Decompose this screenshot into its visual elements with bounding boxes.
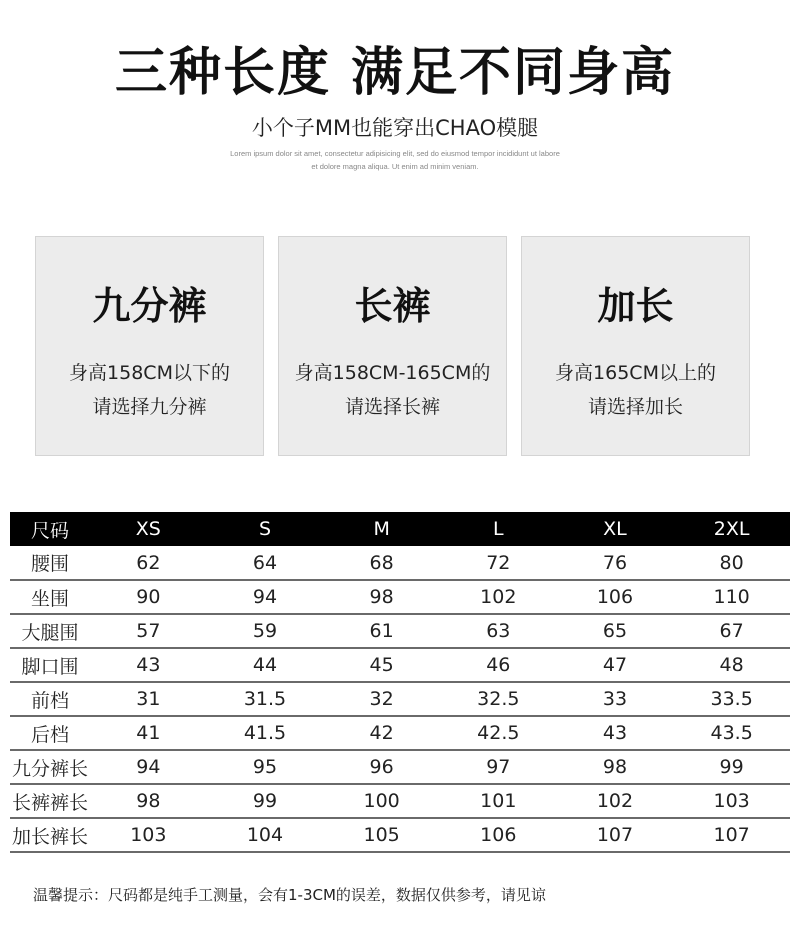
length-card-extra-long <box>521 236 750 456</box>
table-cell: 103 <box>673 784 790 818</box>
column-header: L <box>493 518 504 540</box>
column-header: S <box>258 518 272 540</box>
footer-note: 温馨提示：尺码都是纯手工测量，会有1-3CM的误差，数据仅供参考，请见谅 <box>33 886 546 904</box>
column-header: XL <box>603 518 627 540</box>
row-label: 坐围 <box>10 580 90 614</box>
table-cell: 48 <box>673 648 790 682</box>
card-title: 九分裤 <box>92 284 207 328</box>
placeholder-text <box>0 147 790 173</box>
column-header: XS <box>135 518 161 540</box>
table-cell: 99 <box>673 750 790 784</box>
table-cell: 105 <box>323 818 440 852</box>
table-cell: 90 <box>90 580 207 614</box>
column-header: M <box>373 518 390 540</box>
table-cell: 47 <box>557 648 674 682</box>
table-cell: 63 <box>440 614 557 648</box>
row-label: 加长裤长 <box>10 818 90 852</box>
column-header: 2XL <box>713 518 750 540</box>
table-row <box>10 580 790 614</box>
row-label: 前档 <box>10 682 90 716</box>
page-title: 三种长度 满足不同身高 <box>114 43 676 103</box>
table-cell: 42.5 <box>440 716 557 750</box>
row-label: 腰围 <box>10 546 90 580</box>
table-cell: 97 <box>440 750 557 784</box>
length-options <box>35 236 751 456</box>
table-cell: 31.5 <box>207 682 324 716</box>
table-cell: 98 <box>557 750 674 784</box>
table-cell: 46 <box>440 648 557 682</box>
table-cell: 64 <box>207 546 324 580</box>
table-cell: 107 <box>557 818 674 852</box>
table-cell: 106 <box>557 580 674 614</box>
table-cell: 98 <box>323 580 440 614</box>
table-cell: 107 <box>673 818 790 852</box>
table-cell: 95 <box>207 750 324 784</box>
card-description: 身高158CM-165CM的 请选择长裤 <box>294 362 491 418</box>
table-cell: 103 <box>90 818 207 852</box>
row-label: 九分裤长 <box>10 750 90 784</box>
table-cell: 110 <box>673 580 790 614</box>
table-cell: 57 <box>90 614 207 648</box>
card-description: 身高165CM以上的 请选择加长 <box>555 362 716 418</box>
table-row <box>10 614 790 648</box>
table-cell: 33 <box>557 682 674 716</box>
row-label: 脚口围 <box>10 648 90 682</box>
table-cell: 61 <box>323 614 440 648</box>
card-description: 身高158CM以下的 请选择九分裤 <box>69 362 230 418</box>
table-cell: 32.5 <box>440 682 557 716</box>
table-cell: 94 <box>207 580 324 614</box>
row-label: 后档 <box>10 716 90 750</box>
table-cell: 62 <box>90 546 207 580</box>
table-row <box>10 546 790 580</box>
table-cell: 76 <box>557 546 674 580</box>
table-cell: 44 <box>207 648 324 682</box>
table-cell: 43 <box>90 648 207 682</box>
table-row <box>10 784 790 818</box>
table-header-row <box>10 512 790 546</box>
placeholder-line-1: Lorem ipsum dolor sit amet, consectetur adipisicing elit, sed do eiusmod tempor incididunt ut labore <box>230 149 560 158</box>
table-cell: 68 <box>323 546 440 580</box>
table-cell: 98 <box>90 784 207 818</box>
table-cell: 45 <box>323 648 440 682</box>
placeholder-line-2: et dolore magna aliqua. Ut enim ad minim veniam. <box>311 162 479 171</box>
table-cell: 43 <box>557 716 674 750</box>
table-row <box>10 648 790 682</box>
table-cell: 65 <box>557 614 674 648</box>
table-cell: 106 <box>440 818 557 852</box>
table-cell: 104 <box>207 818 324 852</box>
size-chart-table <box>10 512 790 853</box>
card-title: 加长 <box>597 284 674 328</box>
table-cell: 94 <box>90 750 207 784</box>
table-cell: 32 <box>323 682 440 716</box>
table-cell: 31 <box>90 682 207 716</box>
table-cell: 72 <box>440 546 557 580</box>
table-cell: 102 <box>440 580 557 614</box>
table-cell: 42 <box>323 716 440 750</box>
table-row <box>10 682 790 716</box>
table-cell: 96 <box>323 750 440 784</box>
table-cell: 101 <box>440 784 557 818</box>
table-cell: 102 <box>557 784 674 818</box>
table-cell: 43.5 <box>673 716 790 750</box>
table-cell: 59 <box>207 614 324 648</box>
table-body <box>10 546 790 852</box>
card-title: 长裤 <box>354 284 431 328</box>
table-row <box>10 716 790 750</box>
column-header: 尺码 <box>30 519 69 542</box>
table-cell: 99 <box>207 784 324 818</box>
length-card-cropped <box>35 236 264 456</box>
row-label: 大腿围 <box>10 614 90 648</box>
table-cell: 41.5 <box>207 716 324 750</box>
table-cell: 41 <box>90 716 207 750</box>
row-label: 长裤裤长 <box>10 784 90 818</box>
table-cell: 100 <box>323 784 440 818</box>
table-row <box>10 818 790 852</box>
table-cell: 67 <box>673 614 790 648</box>
table-row <box>10 750 790 784</box>
length-card-long <box>278 236 507 456</box>
table-cell: 80 <box>673 546 790 580</box>
table-cell: 33.5 <box>673 682 790 716</box>
page-subtitle: 小个子MM也能穿出CHAO模腿 <box>251 116 539 140</box>
